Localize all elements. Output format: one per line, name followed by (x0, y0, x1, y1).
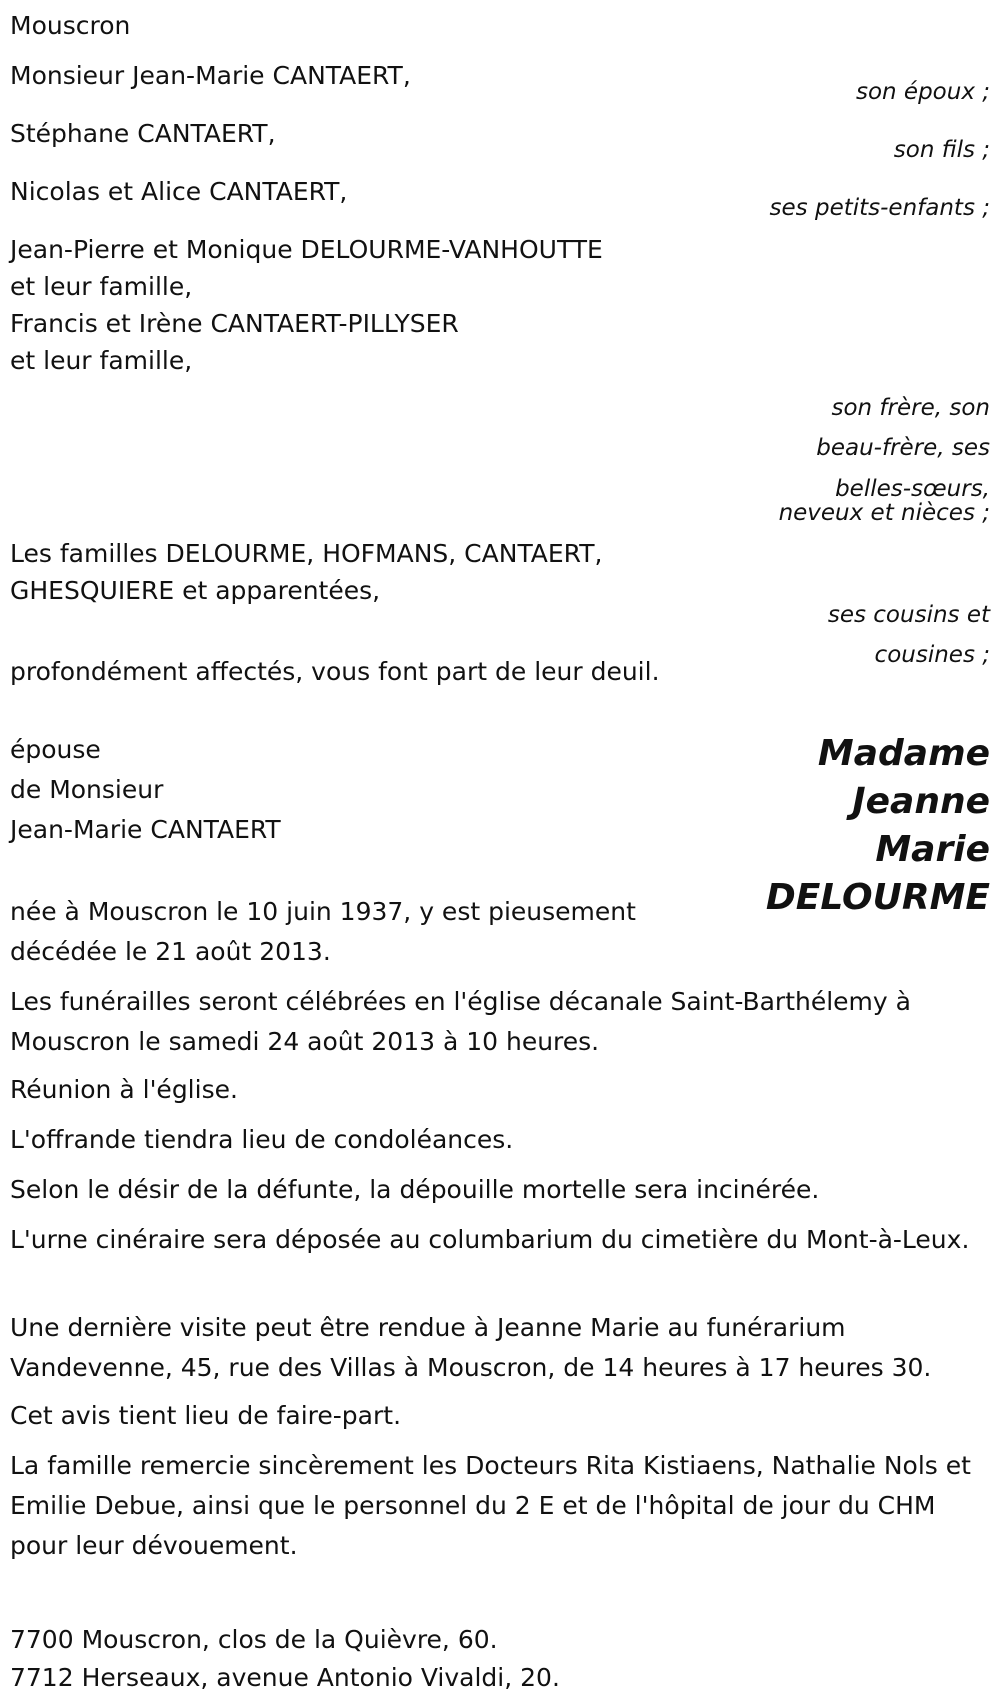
husband-name: Monsieur Jean-Marie CANTAERT, (10, 61, 411, 90)
notice-paragraph: Cet avis tient lieu de faire-part. (10, 1401, 402, 1430)
spouse-line2: de Monsieur (10, 775, 164, 804)
grandchildren-names: Nicolas et Alice CANTAERT, (10, 177, 348, 206)
deceased-name-line3: Marie (875, 829, 990, 870)
siblings-role-line1: son frère, son (831, 395, 990, 421)
spouse-line1: épouse (10, 735, 101, 764)
meeting-paragraph: Réunion à l'église. (10, 1075, 238, 1104)
deceased-name-line1: Madame (817, 733, 990, 774)
address-herseaux: 7712 Herseaux, avenue Antonio Vivaldi, 20. (10, 1663, 560, 1692)
son-name: Stéphane CANTAERT, (10, 119, 276, 148)
city-heading: Mouscron (10, 11, 131, 40)
urn-paragraph: L'urne cinéraire sera déposée au columbarium du cimetière du Mont-à-Leux. (10, 1225, 970, 1254)
visit-paragraph: Une dernière visite peut être rendue à Jeanne Marie au funérarium Vandevenne, 45, rue des Villas à Mouscron, de 14 heures à 17 heures 30. (10, 1313, 932, 1382)
birth-line1: née à Mouscron le 10 juin 1937, y est pieusement (10, 897, 636, 926)
cremation-paragraph: Selon le désir de la défunte, la dépouille mortelle sera incinérée. (10, 1175, 820, 1204)
siblings-role-line3: belles-sœurs, (835, 476, 990, 502)
thanks-paragraph: La famille remercie sincèrement les Docteurs Rita Kistiaens, Nathalie Nols et Emilie Debue, ainsi que le personnel du 2 E et de l'hôpital de jour du CHM pour leur dévouement. (10, 1451, 971, 1560)
sibling1-line1: Jean-Pierre et Monique DELOURME-VANHOUTTE (10, 235, 603, 264)
families-role-line1: ses cousins et (827, 602, 990, 628)
deceased-name-line4: DELOURME (765, 877, 990, 918)
deceased-name (766, 730, 990, 922)
siblings-role-line4: neveux et nièces ; (778, 500, 990, 526)
siblings-role-line2: beau-frère, ses (816, 435, 990, 461)
son-role: son fils ; (893, 137, 990, 163)
closing-line: profondément affectés, vous font part de leur deuil. (10, 657, 660, 686)
grandchildren-role: ses petits-enfants ; (769, 195, 990, 221)
families-role-line2: cousines ; (874, 642, 990, 668)
birth-line2: décédée le 21 août 2013. (10, 937, 331, 966)
address-mouscron: 7700 Mouscron, clos de la Quièvre, 60. (10, 1625, 498, 1654)
sibling2-line2: et leur famille, (10, 346, 193, 375)
deceased-name-line2: Jeanne (852, 781, 990, 822)
sibling2-line1: Francis et Irène CANTAERT-PILLYSER (10, 309, 459, 338)
husband-role: son époux ; (855, 79, 990, 105)
funeral-paragraph: Les funérailles seront célébrées en l'église décanale Saint-Barthélemy à Mouscron le samedi 24 août 2013 à 10 heures. (10, 987, 911, 1056)
families-line1: Les familles DELOURME, HOFMANS, CANTAERT, (10, 539, 603, 568)
sibling1-line2: et leur famille, (10, 272, 193, 301)
offering-paragraph: L'offrande tiendra lieu de condoléances. (10, 1125, 514, 1154)
spouse-line3: Jean-Marie CANTAERT (10, 815, 281, 844)
families-line2: GHESQUIERE et apparentées, (10, 576, 381, 605)
